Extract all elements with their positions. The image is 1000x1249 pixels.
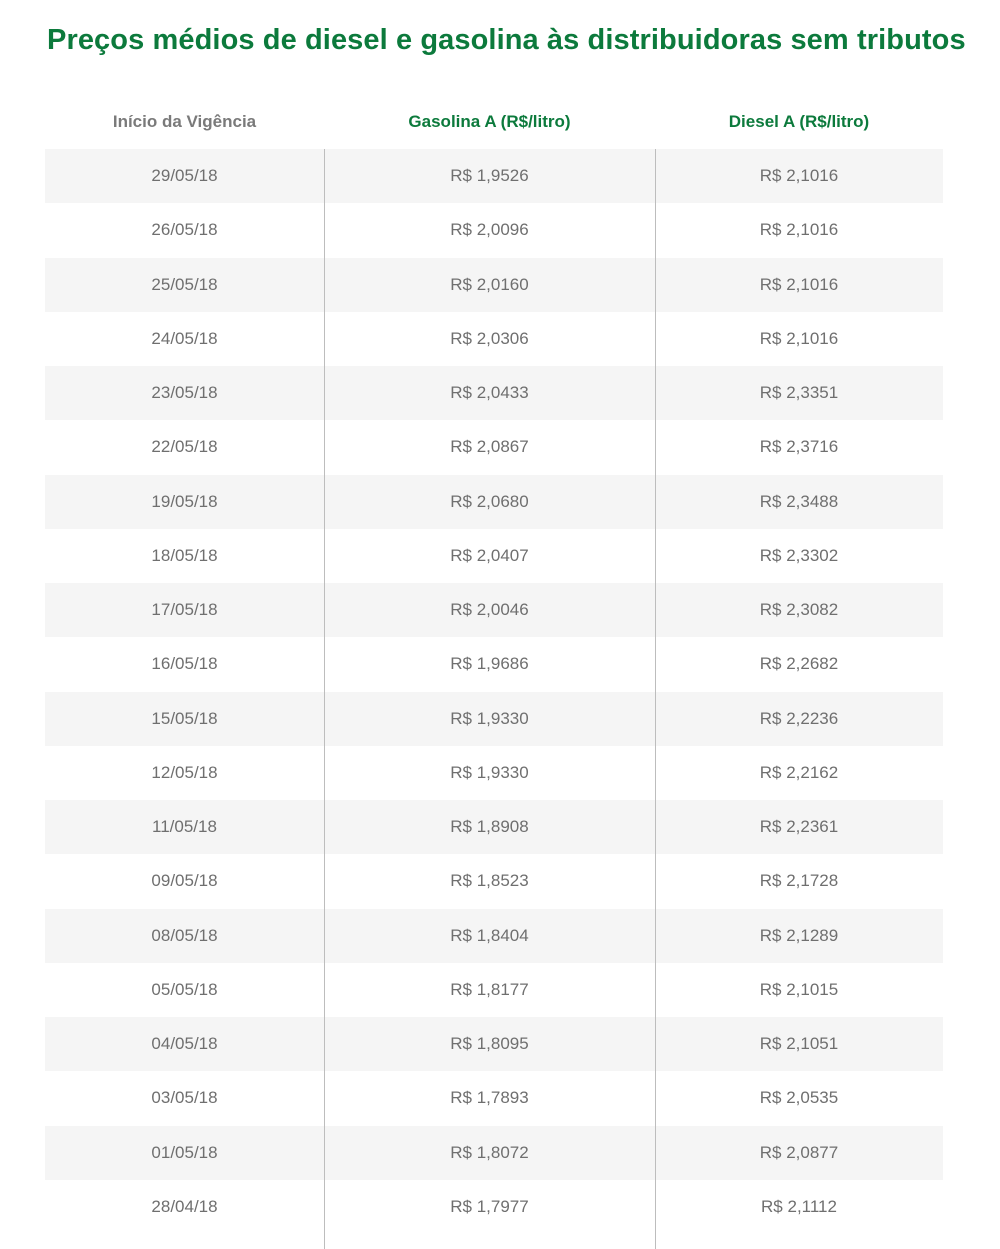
- cell-date: 18/05/18: [151, 545, 218, 565]
- cell-date: 17/05/18: [151, 600, 218, 620]
- cell-gasoline: R$ 1,8523: [450, 871, 529, 891]
- cell-gasoline: R$ 1,7893: [450, 1088, 529, 1108]
- column-divider: [324, 149, 325, 1249]
- table-row: [45, 258, 943, 312]
- table-header: [45, 95, 943, 149]
- cell-date: 08/05/18: [151, 925, 218, 945]
- cell-diesel: R$ 2,3351: [759, 383, 839, 403]
- table-row: [45, 909, 943, 963]
- cell-diesel: R$ 2,3082: [759, 600, 839, 620]
- cell-gasoline: R$ 2,0407: [450, 545, 529, 565]
- cell-gasoline: R$ 2,0433: [450, 383, 529, 403]
- cell-gasoline: R$ 2,0096: [450, 220, 529, 240]
- table-body: [45, 149, 943, 1234]
- cell-gasoline: R$ 1,9686: [450, 654, 529, 674]
- cell-gasoline: R$ 2,0306: [450, 328, 529, 348]
- cell-diesel: R$ 2,1016: [759, 328, 839, 348]
- table-row: [45, 583, 943, 637]
- cell-diesel: R$ 2,1112: [761, 1196, 837, 1216]
- cell-gasoline: R$ 1,8177: [450, 979, 529, 999]
- cell-date: 22/05/18: [151, 437, 218, 457]
- page-title: Preços médios de diesel e gasolina às distribuidoras sem tributos: [47, 24, 966, 56]
- table-row: [45, 854, 943, 908]
- table-row: [45, 475, 943, 529]
- cell-diesel: R$ 2,3488: [759, 491, 839, 511]
- cell-diesel: R$ 2,2236: [759, 708, 839, 728]
- cell-gasoline: R$ 1,9330: [450, 762, 529, 782]
- cell-gasoline: R$ 1,8908: [450, 817, 529, 837]
- table-row: [45, 637, 943, 691]
- cell-date: 29/05/18: [151, 166, 218, 186]
- cell-date: 15/05/18: [151, 708, 218, 728]
- cell-gasoline: R$ 2,0867: [450, 437, 529, 457]
- table-row: [45, 1071, 943, 1125]
- cell-date: 19/05/18: [151, 491, 218, 511]
- cell-date: 09/05/18: [151, 871, 218, 891]
- table-row: [45, 203, 943, 257]
- cell-date: 12/05/18: [151, 762, 218, 782]
- cell-gasoline: R$ 1,8072: [450, 1142, 529, 1162]
- table-row: [45, 800, 943, 854]
- cell-gasoline: R$ 2,0046: [450, 600, 529, 620]
- cell-date: 04/05/18: [151, 1034, 218, 1054]
- table-row: [45, 1180, 943, 1234]
- cell-diesel: R$ 2,1016: [759, 220, 839, 240]
- header-start-date: Início da Vigência: [112, 112, 257, 131]
- cell-gasoline: R$ 1,9526: [450, 166, 529, 186]
- cell-diesel: R$ 2,0535: [759, 1088, 839, 1108]
- column-divider: [655, 149, 656, 1249]
- cell-date: 23/05/18: [151, 383, 218, 403]
- cell-diesel: R$ 2,1016: [759, 274, 839, 294]
- table-row: [45, 1017, 943, 1071]
- table-row: [45, 149, 943, 203]
- cell-date: 28/04/18: [151, 1196, 218, 1216]
- cell-gasoline: R$ 2,0680: [450, 491, 529, 511]
- cell-diesel: R$ 2,1051: [759, 1034, 839, 1054]
- table-row: [45, 529, 943, 583]
- table-row: [45, 963, 943, 1017]
- table-row: [45, 420, 943, 474]
- header-diesel: Diesel A (R$/litro): [728, 112, 870, 131]
- table-row: [45, 692, 943, 746]
- cell-gasoline: R$ 1,9330: [450, 708, 529, 728]
- cell-date: 25/05/18: [151, 274, 218, 294]
- cell-diesel: R$ 2,0877: [759, 1142, 839, 1162]
- cell-gasoline: R$ 1,7977: [450, 1196, 529, 1216]
- cell-date: 11/05/18: [152, 817, 217, 837]
- cell-diesel: R$ 2,3302: [759, 545, 839, 565]
- cell-gasoline: R$ 1,8404: [450, 925, 529, 945]
- table-row: [45, 746, 943, 800]
- cell-date: 24/05/18: [151, 328, 218, 348]
- prices-table: [45, 95, 943, 1234]
- cell-diesel: R$ 2,3716: [759, 437, 839, 457]
- cell-diesel: R$ 2,2162: [759, 762, 839, 782]
- cell-diesel: R$ 2,1016: [759, 166, 839, 186]
- cell-date: 03/05/18: [151, 1088, 218, 1108]
- cell-date: 01/05/18: [151, 1142, 218, 1162]
- cell-gasoline: R$ 1,8095: [450, 1034, 529, 1054]
- cell-date: 26/05/18: [151, 220, 218, 240]
- header-gasoline: Gasolina A (R$/litro): [408, 112, 571, 131]
- cell-diesel: R$ 2,1289: [759, 925, 839, 945]
- table-row: [45, 312, 943, 366]
- cell-date: 16/05/18: [151, 654, 218, 674]
- cell-gasoline: R$ 2,0160: [450, 274, 529, 294]
- cell-diesel: R$ 2,1015: [759, 979, 839, 999]
- cell-diesel: R$ 2,1728: [759, 871, 839, 891]
- cell-diesel: R$ 2,2361: [759, 817, 839, 837]
- table-row: [45, 366, 943, 420]
- cell-diesel: R$ 2,2682: [759, 654, 839, 674]
- table-row: [45, 1126, 943, 1180]
- cell-date: 05/05/18: [151, 979, 218, 999]
